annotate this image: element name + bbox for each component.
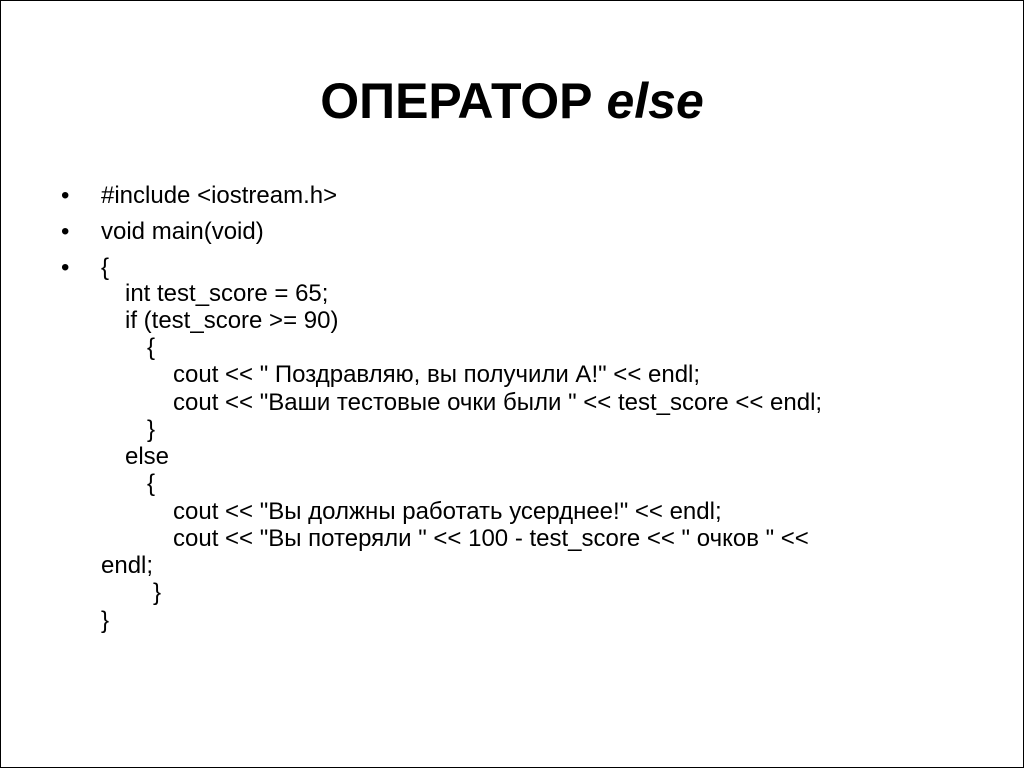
- code-listing: [1, 1, 1023, 767]
- code-line: cout << " Поздравляю, вы получили A!" << endl;: [173, 361, 701, 388]
- code-line: }: [147, 416, 156, 443]
- code-line: if (test_score >= 90): [125, 307, 339, 334]
- title-keyword: else: [606, 73, 704, 129]
- code-line: endl;: [101, 552, 154, 579]
- code-line: cout << "Ваши тестовые очки были " << test_score << endl;: [173, 389, 823, 416]
- code-line: cout << "Вы должны работать усерднее!" << endl;: [173, 498, 722, 525]
- bullet-main: void main(void): [101, 218, 264, 245]
- code-line: else: [125, 443, 170, 470]
- bullet-marker: •: [61, 254, 70, 281]
- bullet-include: #include <iostream.h>: [101, 182, 338, 209]
- code-line: {: [147, 470, 156, 497]
- code-line: int test_score = 65;: [125, 280, 329, 307]
- code-line: }: [101, 607, 110, 634]
- code-line: {: [147, 334, 156, 361]
- bullet-marker: •: [61, 182, 70, 209]
- code-line: }: [153, 579, 162, 606]
- title-main: ОПЕРАТОР: [320, 73, 593, 129]
- bullet-marker: •: [61, 218, 70, 245]
- bullet-open-brace: {: [101, 254, 110, 281]
- code-line: cout << "Вы потеряли " << 100 - test_score << " очков " <<: [173, 525, 809, 552]
